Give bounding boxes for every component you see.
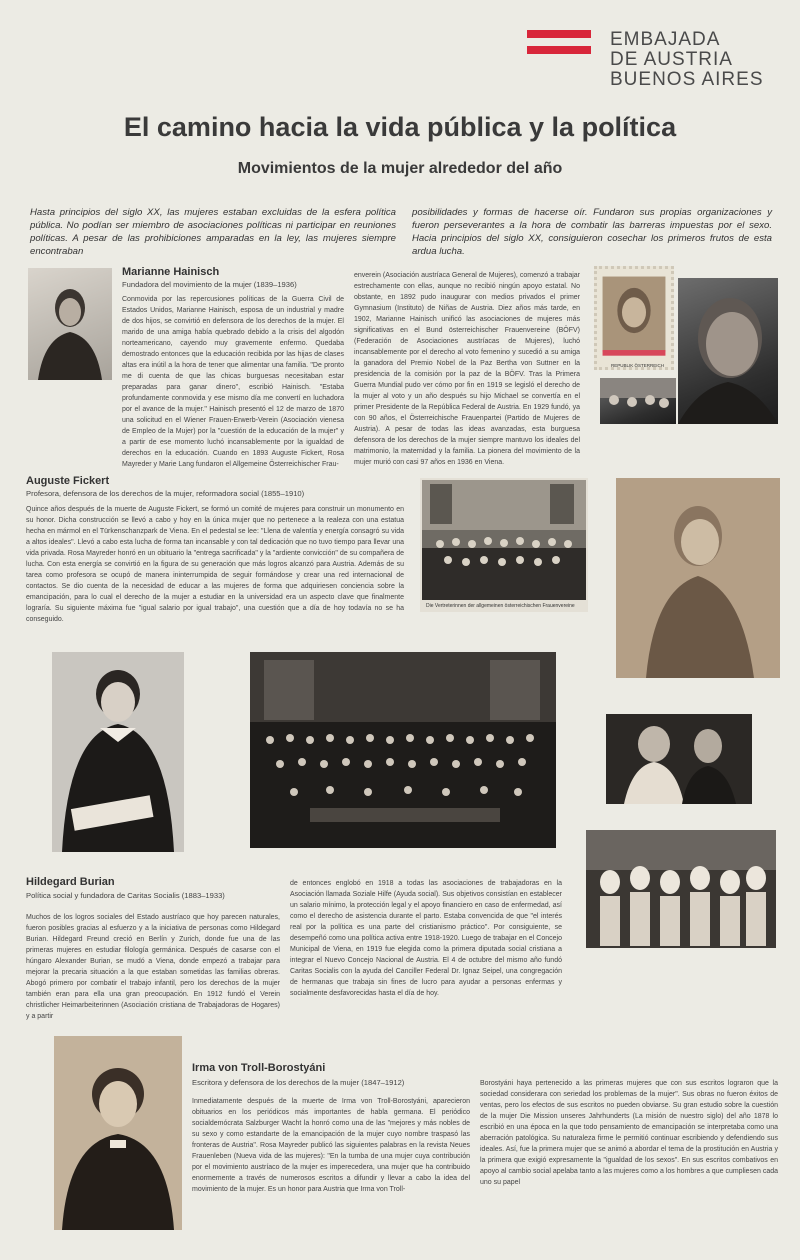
embassy-name [610, 30, 764, 90]
portrait-fickert [616, 478, 780, 678]
fickert-text: Quince años después de la muerte de Auguste Fickert, se formó un comité de mujeres para construir un monumento en su honor. Dicha construcción se llevó a cabo y hoy en la única mujer que no pertenece a la realeza con una estatua hecha en mármol en el Türkenschanzpark de Viena. En el pedestal se lee: "Llena de valentía y energía consagró su vida a altos ideales". Llevó a cabo esta lucha de forma tan incansable y con tal dedicación que no tuvo tiempo para llevar una vida privada. Rosa Mayreder honró en un obituario la "entrega sacrificada" y la "ardiente convicción" de su compañera de lucha. Con esta energía se convirtió en la figura de su generación que más logros alcanzó para Austria. Además de su tarea como profesora se ocupó de manera ininterrumpida de seguir formándose y crear una red internacional de contactos. Se dio cuenta de la necesidad de educar a las mujeres de forma que adquiriesen conciencia sobre la emancipación, para lo cual el derecho de la mujer a estudiar en la universidad era un aspecto clave que finalmente lograría. Su siguiente máxima fue "igual salario por igual trabajo", una cuestión que a día de hoy todavía no se ha conseguido. [26, 506, 404, 623]
austrian-flag-logo [527, 30, 591, 54]
troll-name: Irma von Troll-Borostyáni [192, 1062, 326, 1074]
flag-stripe-red-top [527, 30, 591, 38]
stamp-caption: REPUBLIK ÖSTERREICH [611, 363, 665, 368]
photo-hainisch-group-small [600, 378, 676, 424]
stamp-hainisch [594, 266, 674, 370]
troll-role: Escritora y defensora de los derechos de la mujer (1847–1912) [192, 1078, 405, 1087]
fickert-group-caption: Die Vertreterinnen der allgemeinen österreichischen Frauenvereine [426, 603, 575, 609]
hainisch-name: Marianne Hainisch [122, 266, 220, 278]
photo-burian-couple [606, 714, 752, 804]
burian-text-col2: de entonces englobó en 1918 a todas las asociaciones de trabajadoras en la Asociación llamada Soziale Hilfe (Ayuda social). Sus objetivos consistían en establecer un salario mínimo, la protección legal y el apoyo financiero en caso de enfermedad, así como el derecho de asistencia durante el parto. Estaba convencida de que "el interés real por la política es una parte del cristianismo práctico". Por consiguiente, se desempeñó como una política activa entre 1918-1920. Luego de trabajar en el Concejo Municipal de Viena, en 1919 fue elegida como la primera diputada social cristiana a integrar el Nuevo Concejo Nacional de Austria. El 4 de octubre del mismo año fundó Caritas Socialis con la ayuda del Canciller Federal Dr. Ignaz Seipel, una congregación de hermanas que trabaja sin fines de lucro para ayudar a personas enfermas y socialmente desfavorecidas hasta el día de hoy. [290, 880, 562, 997]
photo-burian-sisters [586, 830, 776, 948]
hainisch-role: Fundadora del movimiento de la mujer (1839–1936) [122, 280, 297, 289]
portrait-burian [52, 652, 184, 852]
burian-text-col1: Muchos de los logros sociales del Estado austríaco que hoy parecen naturales, fueron posibles gracias al esfuerzo y a la iniciativa de personas como Hildegard Burian. Hildegard Freund creció en Berlín y Zurich, donde fue una de las primeras mujeres en estudiar filología germánica. Después de casarse con el húngaro Alexander Burian, se mudó a Viena, donde empezó a trabajar para mejorar la precaria situación a la que estaban sometidas las familias obreras. Abogó primero por combatir el trabajo infantil, pero los derechos de la mujer también eran para ella una gran preocupación. En 1912 fundó el Verein christlicher Heimarbeiterinnen (Asociación cristiana de Trabajadoras de Hogares) y a partir [26, 914, 280, 1020]
flag-stripe-red-bottom [527, 46, 591, 54]
embassy-line-3: BUENOS AIRES [610, 69, 764, 90]
troll-text-col1: Inmediatamente después de la muerte de Irma von Troll-Borostyáni, aparecieron obituarios en los periódicos más importantes de habla germana. El periódico socialdemócrata Salzburger Wacht la honró como una de las "mejores y más nobles de su sexo y como estandarte de la emancipación de la mujer cuyo nombre traspasó las fronteras de Austria". Rosa Mayreder publicó las siguientes palabras en la revista Neues Frauenleben (Nueva vida de las mujeres): "En la tumba de una mujer cuya contribución por el movimiento austríaco de la mujer es imperecedera, una mujer que ha contribuido enormemente a través de numerosos escritos a difundir y llevar a cabo la idea del movimiento de la mujer. Es un honor para Austria que Irma von Troll- [192, 1098, 470, 1193]
portrait-troll [54, 1036, 182, 1230]
burian-name: Hildegard Burian [26, 876, 115, 888]
fickert-name: Auguste Fickert [26, 475, 110, 487]
burian-role: Política social y fundadora de Caritas Socialis (1883–1933) [26, 891, 225, 900]
hainisch-text-col1: Conmovida por las repercusiones políticas de la Guerra Civil de Estados Unidos, Marianne Hainisch, esposa de un industrial y madre de dos hijos, se convirtió en defensora de los derechos de la mujer. El marido de una amiga había quebrado debido a la crisis del algodón norteamericano, cayendo muy gravemente enfermo. Quedaba demostrado entonces que la educación recibida por las hijas de clases altas era inútil a la hora de tener que alimentar una familia. "De pronto me di cuenta de que las chicas burguesas necesitaban estar preparadas para ganar dinero", escribió Hainisch. "Estaba profundamente conmovida y ese mismo día me convertí en luchadora por el avance de la mujer." Hainisch presentó el 12 de marzo de 1870 una solicitud en el Wiener Frauen-Erwerb-Verein (Asociación vienesa de Empleo de la Mujer) por la "cuestión de la educación de la mujer" y a partir de ese momento luchó incansablemente por la igualdad de derechos en la educación. Cuando en 1893 Auguste Fickert, Rosa Mayreder y Marie Lang fundaron el Allgemeine Österreichischer Frau- [122, 296, 344, 468]
flag-stripe-white [527, 38, 591, 46]
troll-text-col2: Borostyáni haya pertenecido a las primeras mujeres que con sus escritos lograron que la sociedad considerara con seriedad los problemas de la mujer". Sus obras no fueron éxitos de ventas, pero los efectos de sus escritos no pueden obviarse. Su gran estudio sobre la cuestión de la mujer Die Mission unseres Jahrhunderts (La misión de nuestro siglo) del año 1878 lo escribió en una época en la que todo pensamiento de emancipación se interpretaba como una aberración patológica. Su naturaleza firme le permitió continuar escribiendo y defendiendo sus ideales. Así, fue la primera mujer que se animó a abordar el tema de la prostitución en Austria y la primera que exigió expresamente la "igualdad de los sexos". En sus escritos combativos en apoyo al cambio social apelaba tanto a las mujeres como a los hombres a que cumpliesen cada uno su papel [480, 1080, 778, 1186]
intro-text-right: posibilidades y formas de hacerse oír. Fundaron sus propias organizaciones y fueron perseverantes a la hora de combatir las barreras impuestas por el sexo. Hacia principios del siglo XX, consiguieron cosechar los primeros frutos de esta ardua lucha. [412, 207, 772, 257]
portrait-hainisch-elderly [678, 278, 778, 424]
embassy-line-2: DE AUSTRIA [610, 49, 733, 70]
fickert-role: Profesora, defensora de los derechos de la mujer, reformadora social (1855–1910) [26, 489, 305, 498]
page-subtitle: Movimientos de la mujer alrededor del año [237, 160, 563, 177]
embassy-line-1: EMBAJADA [610, 29, 721, 50]
intro-text-left: Hasta principios del siglo XX, las mujeres estaban excluidas de la esfera política pública. No podían ser miembro de asociaciones políticas ni participar en reuniones políticas. A pesar de las prohibiciones amparadas en la ley, las mujeres siempre encontraban [30, 207, 396, 257]
portrait-hainisch [28, 268, 112, 380]
page-title: El camino hacia la vida pública y la política [123, 112, 677, 142]
photo-burian-council [250, 652, 556, 848]
photo-fickert-group [420, 478, 588, 612]
hainisch-text-col2: enverein (Asociación austríaca General de Mujeres), comenzó a trabajar estrechamente con ellas, aunque no recibió ningún apoyo estatal. No obstante, en 1892 pudo inaugurar con medios privados el primer Gymnasium (Instituto) de Niñas de Austria. Diez años más tarde, en 1902, Marianne Hainisch unificó las asociaciones de mujeres más significativas en el Bund österreichischer Frauenvereine (BÖFV) (Federación de Asociaciones austríacas de Mujeres), luchó incansablemente por el derecho al voto femenino y sucedió a su amiga la ganadora del Premio Nobel de la Paz Bertha von Suttner en la presidencia de la comisión por la paz de la BÖFV. Tras la Primera Guerra Mundial pudo ver cómo por fin en 1919 se legisló el derecho de la mujer al voto y un año después su hijo Michael se convertía en el primer Presidente de la República Federal de Austria. En 1929 fundó, ya con 90 años, el Österreichische Frauenpartei (Partido de Mujeres de Austria). A pesar de todas las ideas avanzadas, esta burguesa defensora de los derechos de la mujer siempre mantuvo los ideales del matrimonio, la maternidad y la familia. La pionera del movimiento de la mujer murió con casi 97 años en 1936 en Viena. [354, 272, 580, 466]
